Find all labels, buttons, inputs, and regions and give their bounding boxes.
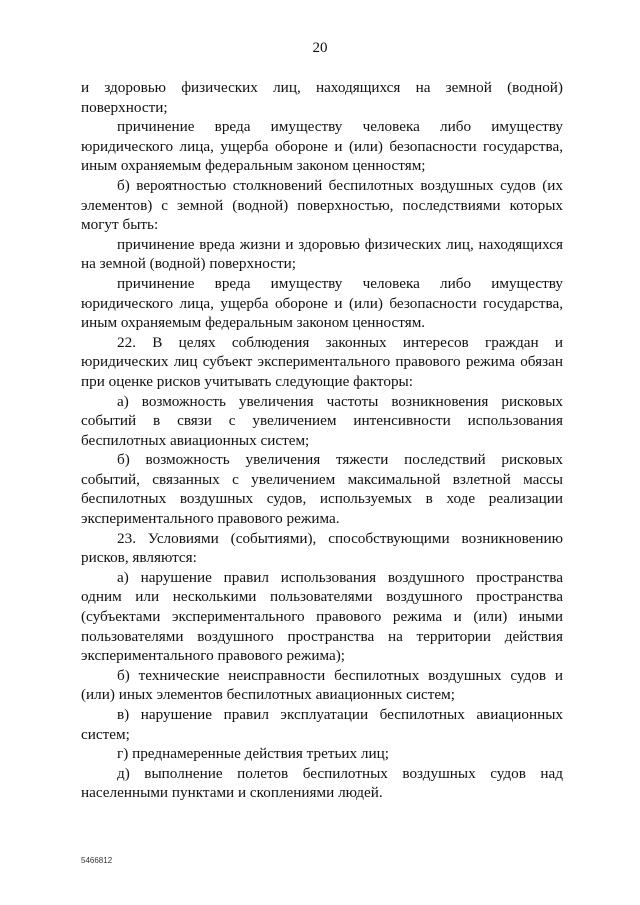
- paragraph: причинение вреда имуществу человека либо имуществу юридического лица, ущерба обороне и (или) безопасности государства, иным охраняемым федеральным законом ценностям;: [81, 118, 563, 175]
- paragraph: 22. В целях соблюдения законных интересов граждан и юридических лиц субъект экспериментального правового режима обязан при оценке рисков учитывать следующие факторы:: [81, 333, 563, 390]
- document-code: 5466812: [81, 856, 113, 865]
- paragraph: в) нарушение правил эксплуатации беспилотных авиационных систем;: [81, 706, 563, 743]
- paragraph: д) выполнение полетов беспилотных воздушных судов над населенными пунктами и скоплениями людей.: [81, 764, 563, 802]
- page-number: 20: [312, 40, 328, 56]
- paragraph: и здоровью физических лиц, находящихся на земной (водной) поверхности;: [81, 79, 563, 116]
- paragraph: а) нарушение правил использования воздушного пространства одним или несколькими пользователями воздушного пространства (субъектами экспериментального правового режима и (или) иными пользователями воздушного пространства на территории действия экспериментального правового режима);: [81, 568, 563, 665]
- paragraph: б) возможность увеличения тяжести последствий рисковых событий, связанных с увеличением максимальной взлетной массы беспилотных воздушных судов, используемых в ходе реализации экспериментального правового режима.: [81, 451, 563, 528]
- paragraph: причинение вреда имуществу человека либо имуществу юридического лица, ущерба обороне и (или) безопасности государства, иным охраняемым федеральным законом ценностям.: [81, 274, 563, 332]
- paragraph: б) технические неисправности беспилотных воздушных судов и (или) иных элементов беспилотных авиационных систем;: [81, 666, 563, 704]
- paragraph: причинение вреда жизни и здоровью физических лиц, находящихся на земной (водной) поверхности;: [81, 235, 563, 273]
- body-text: [81, 78, 563, 803]
- paragraph: б) вероятностью столкновений беспилотных воздушных судов (их элементов) с земной (водной) поверхностью, последствиями которых могут быть:: [81, 176, 563, 234]
- paragraph: а) возможность увеличения частоты возникновения рисковых событий в связи с увеличением интенсивности использования беспилотных авиационных систем;: [81, 392, 563, 449]
- paragraph: г) преднамеренные действия третьих лиц;: [117, 745, 389, 763]
- paragraph: 23. Условиями (событиями), способствующими возникновению рисков, являются:: [81, 529, 563, 567]
